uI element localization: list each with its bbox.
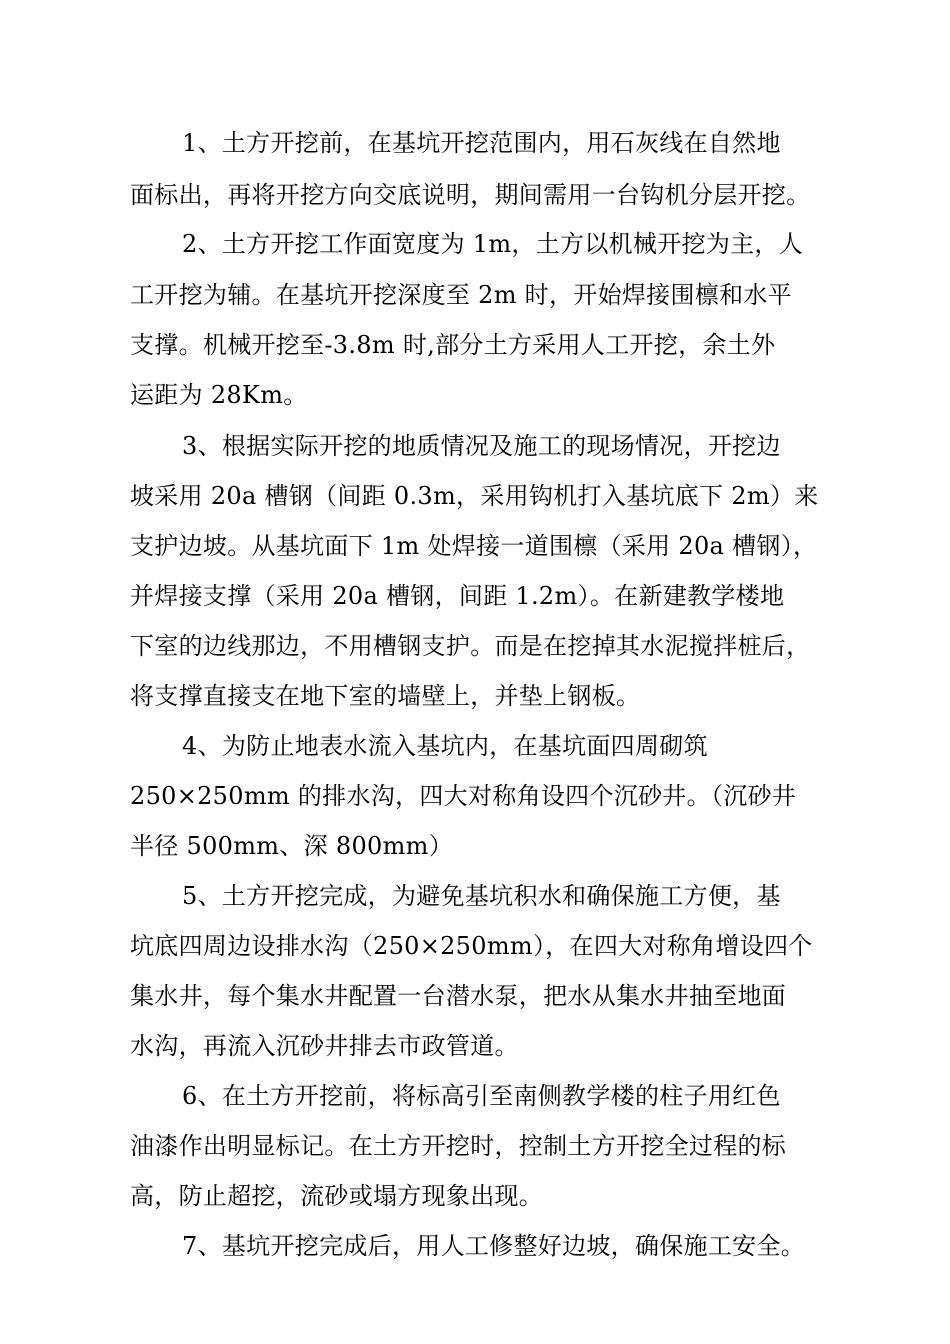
text-line: 1、土方开挖前，在基坑开挖范围内，用石灰线在自然地 [182, 129, 781, 157]
text-line: 油漆作出明显标记。在土方开挖时，控制土方开挖全过程的标 [130, 1132, 787, 1160]
text-line: 支撑。机械开挖至-3.8m 时,部分土方采用人工开挖，余土外 [130, 331, 776, 359]
text-line: 3、根据实际开挖的地质情况及施工的现场情况，开挖边 [182, 432, 781, 460]
text-line: 将支撑直接支在地下室的墙壁上，并垫上钢板。 [130, 682, 641, 710]
text-line: 集水井，每个集水井配置一台潜水泵，把水从集水井抽至地面 [130, 982, 787, 1010]
text-line: 面标出，再将开挖方向交底说明，期间需用一台钩机分层开挖。 [130, 181, 811, 209]
text-line: 下室的边线那边，不用槽钢支护。而是在挖掉其水泥搅拌桩后， [130, 632, 811, 660]
text-line: 支护边坡。从基坑面下 1m 处焊接一道围檩（采用 20a 槽钢）， [130, 532, 818, 560]
text-line: 半径 500mm、深 800mm） [130, 832, 454, 860]
text-line: 坑底四周边设排水沟（250×250mm），在四大对称角增设四个 [130, 932, 813, 960]
text-line: 4、为防止地表水流入基坑内，在基坑面四周砌筑 [182, 732, 708, 760]
text-line: 运距为 28Km。 [130, 381, 308, 409]
text-line: 7、基坑开挖完成后，用人工修整好边坡，确保施工安全。 [182, 1232, 806, 1260]
text-line: 250×250mm 的排水沟，四大对称角设四个沉砂井。（沉砂井 [130, 782, 797, 810]
text-line: 工开挖为辅。在基坑开挖深度至 2m 时，开始焊接围檩和水平 [130, 281, 792, 309]
text-line: 坡采用 20a 槽钢（间距 0.3m，采用钩机打入基坑底下 2m）来 [130, 482, 819, 510]
text-line: 5、土方开挖完成，为避免基坑积水和确保施工方便，基 [182, 882, 781, 910]
text-line: 水沟，再流入沉砂井排去市政管道。 [130, 1032, 519, 1060]
text-line: 并焊接支撑（采用 20a 槽钢，间距 1.2m）。在新建教学楼地 [130, 582, 785, 610]
text-line: 2、土方开挖工作面宽度为 1m，土方以机械开挖为主，人 [182, 230, 804, 258]
text-line: 高，防止超挖，流砂或塌方现象出现。 [130, 1182, 544, 1210]
text-line: 6、在土方开挖前，将标高引至南侧教学楼的柱子用红色 [182, 1082, 781, 1110]
